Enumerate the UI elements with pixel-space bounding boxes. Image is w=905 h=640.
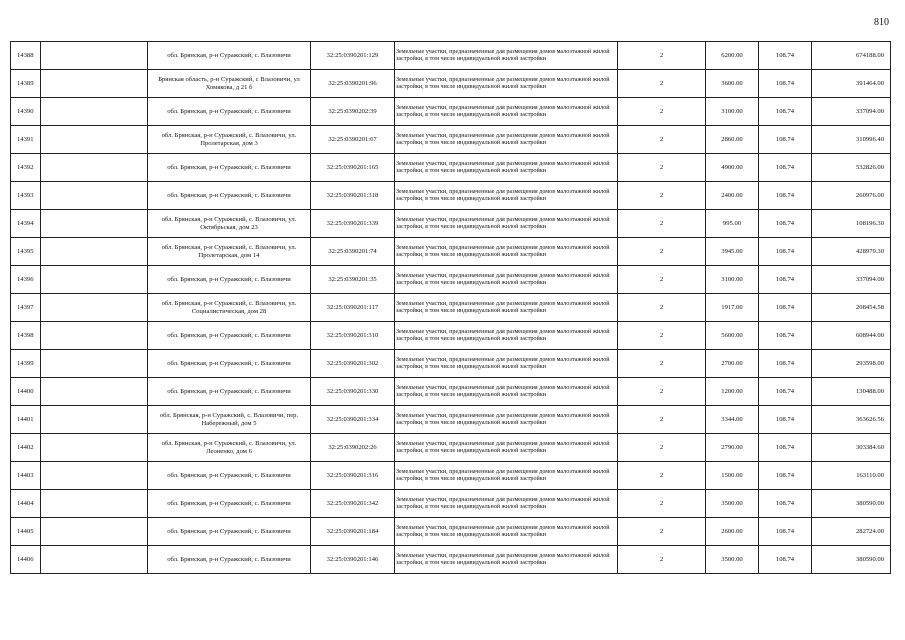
- address-cell: обл. Брянская, р-н Суражский, с. Влазовичи: [148, 378, 311, 406]
- cadastral-number-cell: 32:25:0390201:117: [311, 294, 395, 322]
- table-row: [11, 70, 891, 98]
- table-row: [11, 490, 891, 518]
- empty-cell: [41, 406, 148, 434]
- address-cell: обл. Брянская, р-н Суражский, с. Влазовичи: [148, 490, 311, 518]
- area-cell: 2860.00: [706, 126, 759, 154]
- row-number-cell: 14401: [11, 406, 41, 434]
- empty-cell: [41, 210, 148, 238]
- land-use-cell: Земельные участки, предназначенные для размещения домов малоэтажной жилой застройки, в том числе индивидуальной жилой застройки: [395, 518, 618, 546]
- area-cell: 3344.00: [706, 406, 759, 434]
- empty-cell: [41, 546, 148, 574]
- land-use-cell: Земельные участки, предназначенные для размещения домов малоэтажной жилой застройки, в том числе индивидуальной жилой застройки: [395, 406, 618, 434]
- land-use-cell: Земельные участки, предназначенные для размещения домов малоэтажной жилой застройки, в том числе индивидуальной жилой застройки: [395, 434, 618, 462]
- cadastral-number-cell: 32:25:0390201:165: [311, 154, 395, 182]
- group-cell: 2: [618, 154, 706, 182]
- rate-cell: 108.74: [759, 406, 812, 434]
- area-cell: 3600.00: [706, 70, 759, 98]
- table-row: [11, 294, 891, 322]
- empty-cell: [41, 182, 148, 210]
- empty-cell: [41, 434, 148, 462]
- cadastral-number-cell: 32:25:0390201:310: [311, 322, 395, 350]
- table-row: [11, 42, 891, 70]
- rate-cell: 108.74: [759, 266, 812, 294]
- land-use-cell: Земельные участки, предназначенные для размещения домов малоэтажной жилой застройки, в том числе индивидуальной жилой застройки: [395, 490, 618, 518]
- cadastral-value-cell: 674188.00: [812, 42, 891, 70]
- table-row: [11, 154, 891, 182]
- rate-cell: 108.74: [759, 294, 812, 322]
- empty-cell: [41, 154, 148, 182]
- land-use-cell: Земельные участки, предназначенные для размещения домов малоэтажной жилой застройки, в том числе индивидуальной жилой застройки: [395, 210, 618, 238]
- land-use-cell: Земельные участки, предназначенные для размещения домов малоэтажной жилой застройки, в том числе индивидуальной жилой застройки: [395, 70, 618, 98]
- land-use-cell: Земельные участки, предназначенные для размещения домов малоэтажной жилой застройки, в том числе индивидуальной жилой застройки: [395, 126, 618, 154]
- group-cell: 2: [618, 378, 706, 406]
- row-number-cell: 14390: [11, 98, 41, 126]
- rate-cell: 108.74: [759, 126, 812, 154]
- address-cell: обл. Брянская, р-н Суражский, с. Влазовичи: [148, 266, 311, 294]
- group-cell: 2: [618, 98, 706, 126]
- table-row: [11, 322, 891, 350]
- table-row: [11, 98, 891, 126]
- row-number-cell: 14404: [11, 490, 41, 518]
- table-row: [11, 462, 891, 490]
- page-number: 810: [874, 17, 889, 28]
- cadastral-number-cell: 32:25:0390201:330: [311, 378, 395, 406]
- land-use-cell: Земельные участки, предназначенные для размещения домов малоэтажной жилой застройки, в том числе индивидуальной жилой застройки: [395, 238, 618, 266]
- rate-cell: 108.74: [759, 182, 812, 210]
- table-row: [11, 406, 891, 434]
- cadastral-number-cell: 32:25:0390201:334: [311, 406, 395, 434]
- land-use-cell: Земельные участки, предназначенные для размещения домов малоэтажной жилой застройки, в том числе индивидуальной жилой застройки: [395, 546, 618, 574]
- area-cell: 3945.00: [706, 238, 759, 266]
- table-row: [11, 434, 891, 462]
- rate-cell: 108.74: [759, 70, 812, 98]
- address-cell: обл. Брянская, р-н Суражский, с. Влазовичи: [148, 518, 311, 546]
- cadastral-value-cell: 260976.00: [812, 182, 891, 210]
- empty-cell: [41, 42, 148, 70]
- area-cell: 3500.00: [706, 490, 759, 518]
- land-use-cell: Земельные участки, предназначенные для размещения домов малоэтажной жилой застройки, в том числе индивидуальной жилой застройки: [395, 322, 618, 350]
- group-cell: 2: [618, 546, 706, 574]
- cadastral-value-cell: 608944.00: [812, 322, 891, 350]
- address-cell: обл. Брянская, р-н Суражский, с. Влазовичи, ул. Октябрьская, дом 23: [148, 210, 311, 238]
- rate-cell: 108.74: [759, 322, 812, 350]
- cadastral-value-cell: 130488.00: [812, 378, 891, 406]
- row-number-cell: 14394: [11, 210, 41, 238]
- empty-cell: [41, 462, 148, 490]
- rate-cell: 108.74: [759, 42, 812, 70]
- cadastral-value-cell: 337094.00: [812, 98, 891, 126]
- row-number-cell: 14393: [11, 182, 41, 210]
- cadastral-number-cell: 32:25:0390202:26: [311, 434, 395, 462]
- land-use-cell: Земельные участки, предназначенные для размещения домов малоэтажной жилой застройки, в том числе индивидуальной жилой застройки: [395, 98, 618, 126]
- cadastral-number-cell: 32:25:0390201:74: [311, 238, 395, 266]
- group-cell: 2: [618, 238, 706, 266]
- table-row: [11, 182, 891, 210]
- table-row: [11, 518, 891, 546]
- rate-cell: 108.74: [759, 378, 812, 406]
- empty-cell: [41, 518, 148, 546]
- rate-cell: 108.74: [759, 154, 812, 182]
- cadastral-table: [10, 41, 891, 574]
- area-cell: 995.00: [706, 210, 759, 238]
- cadastral-value-cell: 282724.00: [812, 518, 891, 546]
- table-row: [11, 546, 891, 574]
- rate-cell: 108.74: [759, 350, 812, 378]
- group-cell: 2: [618, 210, 706, 238]
- table-row: [11, 350, 891, 378]
- address-cell: обл. Брянская, р-н Суражский, с. Влазовичи, ул. Пролетарская, дом 3: [148, 126, 311, 154]
- empty-cell: [41, 238, 148, 266]
- address-cell: обл. Брянская, р-н Суражский, с. Влазовичи: [148, 182, 311, 210]
- rate-cell: 108.74: [759, 238, 812, 266]
- row-number-cell: 14403: [11, 462, 41, 490]
- area-cell: 2700.00: [706, 350, 759, 378]
- group-cell: 2: [618, 182, 706, 210]
- row-number-cell: 14395: [11, 238, 41, 266]
- cadastral-number-cell: 32:25:0390201:146: [311, 546, 395, 574]
- rate-cell: 108.74: [759, 434, 812, 462]
- land-use-cell: Земельные участки, предназначенные для размещения домов малоэтажной жилой застройки, в том числе индивидуальной жилой застройки: [395, 294, 618, 322]
- rate-cell: 108.74: [759, 490, 812, 518]
- rate-cell: 108.74: [759, 210, 812, 238]
- group-cell: 2: [618, 350, 706, 378]
- cadastral-number-cell: 32:25:0390201:339: [311, 210, 395, 238]
- address-cell: обл. Брянская, р-н Суражский, с. Влазовичи, ул. Пролетарская, дом 14: [148, 238, 311, 266]
- table-row: [11, 210, 891, 238]
- row-number-cell: 14396: [11, 266, 41, 294]
- land-use-cell: Земельные участки, предназначенные для размещения домов малоэтажной жилой застройки, в том числе индивидуальной жилой застройки: [395, 182, 618, 210]
- empty-cell: [41, 126, 148, 154]
- row-number-cell: 14397: [11, 294, 41, 322]
- address-cell: обл. Брянская, р-н Суражский, с. Влазовичи: [148, 154, 311, 182]
- cadastral-number-cell: 32:25:0390201:96: [311, 70, 395, 98]
- row-number-cell: 14402: [11, 434, 41, 462]
- address-cell: обл. Брянская, р-н Суражский, с. Влазовичи: [148, 350, 311, 378]
- area-cell: 2600.00: [706, 518, 759, 546]
- rate-cell: 108.74: [759, 98, 812, 126]
- cadastral-value-cell: 532826.00: [812, 154, 891, 182]
- group-cell: 2: [618, 462, 706, 490]
- row-number-cell: 14391: [11, 126, 41, 154]
- cadastral-number-cell: 32:25:0390201:184: [311, 518, 395, 546]
- group-cell: 2: [618, 266, 706, 294]
- area-cell: 2790.00: [706, 434, 759, 462]
- cadastral-value-cell: 108196.30: [812, 210, 891, 238]
- group-cell: 2: [618, 322, 706, 350]
- area-cell: 6200.00: [706, 42, 759, 70]
- row-number-cell: 14392: [11, 154, 41, 182]
- row-number-cell: 14399: [11, 350, 41, 378]
- table-row: [11, 266, 891, 294]
- row-number-cell: 14398: [11, 322, 41, 350]
- row-number-cell: 14400: [11, 378, 41, 406]
- empty-cell: [41, 322, 148, 350]
- group-cell: 2: [618, 518, 706, 546]
- cadastral-number-cell: 32:25:0390201:316: [311, 462, 395, 490]
- address-cell: Брянская область, р-н Суражский, с Влазовичи, ул Хомякова, д 21 б: [148, 70, 311, 98]
- row-number-cell: 14389: [11, 70, 41, 98]
- row-number-cell: 14388: [11, 42, 41, 70]
- address-cell: обл. Брянская, р-н Суражский, с. Влазовичи: [148, 42, 311, 70]
- cadastral-number-cell: 32:25:0390201:129: [311, 42, 395, 70]
- group-cell: 2: [618, 406, 706, 434]
- cadastral-value-cell: 303384.60: [812, 434, 891, 462]
- area-cell: 1917.00: [706, 294, 759, 322]
- land-use-cell: Земельные участки, предназначенные для размещения домов малоэтажной жилой застройки, в том числе индивидуальной жилой застройки: [395, 378, 618, 406]
- address-cell: обл. Брянская, р-н Суражский, с. Влазовичи: [148, 322, 311, 350]
- empty-cell: [41, 490, 148, 518]
- land-use-cell: Земельные участки, предназначенные для размещения домов малоэтажной жилой застройки, в том числе индивидуальной жилой застройки: [395, 42, 618, 70]
- area-cell: 3100.00: [706, 98, 759, 126]
- cadastral-value-cell: 363626.56: [812, 406, 891, 434]
- group-cell: 2: [618, 70, 706, 98]
- cadastral-value-cell: 337094.00: [812, 266, 891, 294]
- land-use-cell: Земельные участки, предназначенные для размещения домов малоэтажной жилой застройки, в том числе индивидуальной жилой застройки: [395, 154, 618, 182]
- empty-cell: [41, 266, 148, 294]
- address-cell: обл. Брянская, р-н Суражский, с. Влазовичи: [148, 462, 311, 490]
- empty-cell: [41, 70, 148, 98]
- row-number-cell: 14406: [11, 546, 41, 574]
- group-cell: 2: [618, 434, 706, 462]
- group-cell: 2: [618, 294, 706, 322]
- cadastral-number-cell: 32:25:0390201:342: [311, 490, 395, 518]
- address-cell: обл. Брянская, р-н Суражский, с. Влазовичи, ул. Леоненко, дом 6: [148, 434, 311, 462]
- area-cell: 1500.00: [706, 462, 759, 490]
- cadastral-value-cell: 428979.30: [812, 238, 891, 266]
- group-cell: 2: [618, 42, 706, 70]
- address-cell: обл. Брянская, р-н Суражский, с. Влазовичи, пер. Набережный, дом 5: [148, 406, 311, 434]
- cadastral-number-cell: 32:25:0390201:35: [311, 266, 395, 294]
- cadastral-value-cell: 293598.00: [812, 350, 891, 378]
- table-row: [11, 238, 891, 266]
- empty-cell: [41, 350, 148, 378]
- empty-cell: [41, 98, 148, 126]
- rate-cell: 108.74: [759, 518, 812, 546]
- table-row: [11, 378, 891, 406]
- rate-cell: 108.74: [759, 462, 812, 490]
- cadastral-number-cell: 32:25:0390202:39: [311, 98, 395, 126]
- rate-cell: 108.74: [759, 546, 812, 574]
- empty-cell: [41, 378, 148, 406]
- area-cell: 3500.00: [706, 546, 759, 574]
- address-cell: обл. Брянская, р-н Суражский, с. Влазовичи: [148, 98, 311, 126]
- land-use-cell: Земельные участки, предназначенные для размещения домов малоэтажной жилой застройки, в том числе индивидуальной жилой застройки: [395, 266, 618, 294]
- cadastral-number-cell: 32:25:0390201:302: [311, 350, 395, 378]
- area-cell: 5600.00: [706, 322, 759, 350]
- area-cell: 1200.00: [706, 378, 759, 406]
- group-cell: 2: [618, 126, 706, 154]
- group-cell: 2: [618, 490, 706, 518]
- cadastral-value-cell: 380590.00: [812, 546, 891, 574]
- table-body: [11, 42, 891, 574]
- area-cell: 4900.00: [706, 154, 759, 182]
- cadastral-value-cell: 380590.00: [812, 490, 891, 518]
- cadastral-value-cell: 310996.40: [812, 126, 891, 154]
- land-use-cell: Земельные участки, предназначенные для размещения домов малоэтажной жилой застройки, в том числе индивидуальной жилой застройки: [395, 462, 618, 490]
- table-row: [11, 126, 891, 154]
- cadastral-number-cell: 32:25:0390201:67: [311, 126, 395, 154]
- area-cell: 3100.00: [706, 266, 759, 294]
- area-cell: 2400.00: [706, 182, 759, 210]
- cadastral-number-cell: 32:25:0390201:318: [311, 182, 395, 210]
- land-use-cell: Земельные участки, предназначенные для размещения домов малоэтажной жилой застройки, в том числе индивидуальной жилой застройки: [395, 350, 618, 378]
- cadastral-value-cell: 163110.00: [812, 462, 891, 490]
- cadastral-value-cell: 391464.00: [812, 70, 891, 98]
- address-cell: обл. Брянская, р-н Суражский, с. Влазовичи, ул. Социалистическая, дом 28: [148, 294, 311, 322]
- address-cell: обл. Брянская, р-н Суражский, с. Влазовичи: [148, 546, 311, 574]
- empty-cell: [41, 294, 148, 322]
- row-number-cell: 14405: [11, 518, 41, 546]
- cadastral-value-cell: 208454.58: [812, 294, 891, 322]
